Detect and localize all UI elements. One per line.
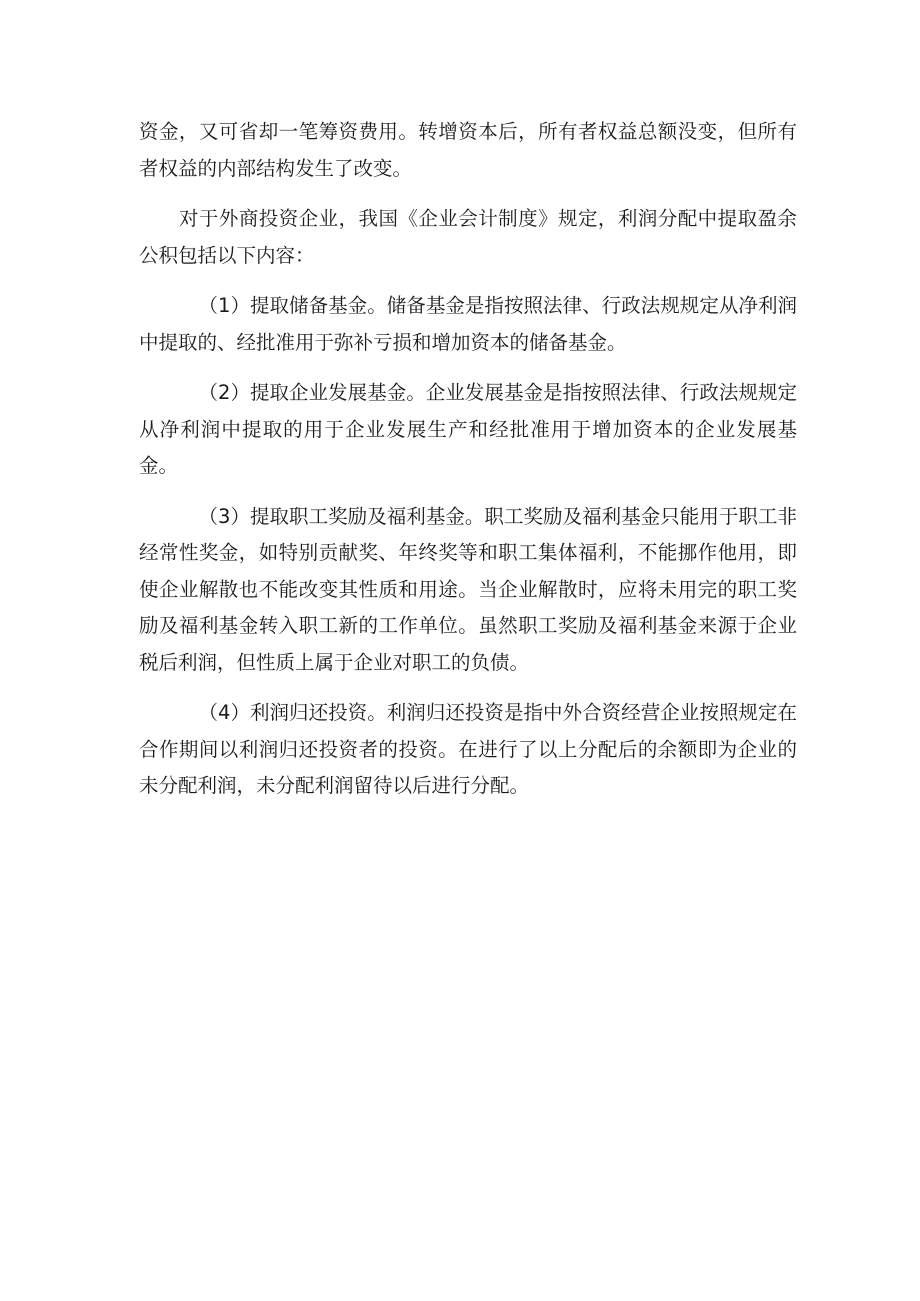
paragraph-continuation: 资金，又可省却一笔筹资费用。转增资本后，所有者权益总额没变，但所有者权益的内部结构发生了改变。 [139,120,797,180]
list-item-profit-return: （4）利润归还投资。利润归还投资是指中外合资经营企业按照规定在合作期间以利润归还投资者的投资。在进行了以上分配后的余额即为企业的未分配利润，未分配利润留待以后进行分配。 [139,701,797,797]
document-body [139,114,797,819]
list-item-welfare-fund: （3）提取职工奖励及福利基金。职工奖励及福利基金只能用于职工非经常性奖金，如特别贡献奖、年终奖等和职工集体福利，不能挪作他用，即使企业解散也不能改变其性质和用途。当企业解散时，应将未用完的职工奖励及福利基金转入职工新的工作单位。虽然职工奖励及福利基金来源于企业税后利润，但性质上属于企业对职工的负债。 [139,504,797,674]
paragraph-intro: 对于外商投资企业，我国《企业会计制度》规定，利润分配中提取盈余公积包括以下内容： [139,207,797,267]
list-item-reserve-fund: （1）提取储备基金。储备基金是指按照法律、行政法规规定从净利润中提取的、经批准用于弥补亏损和增加资本的储备基金。 [139,294,797,354]
list-item-development-fund: （2）提取企业发展基金。企业发展基金是指按照法律、行政法规规定从净利润中提取的用于企业发展生产和经批准用于增加资本的企业发展基金。 [139,381,797,477]
